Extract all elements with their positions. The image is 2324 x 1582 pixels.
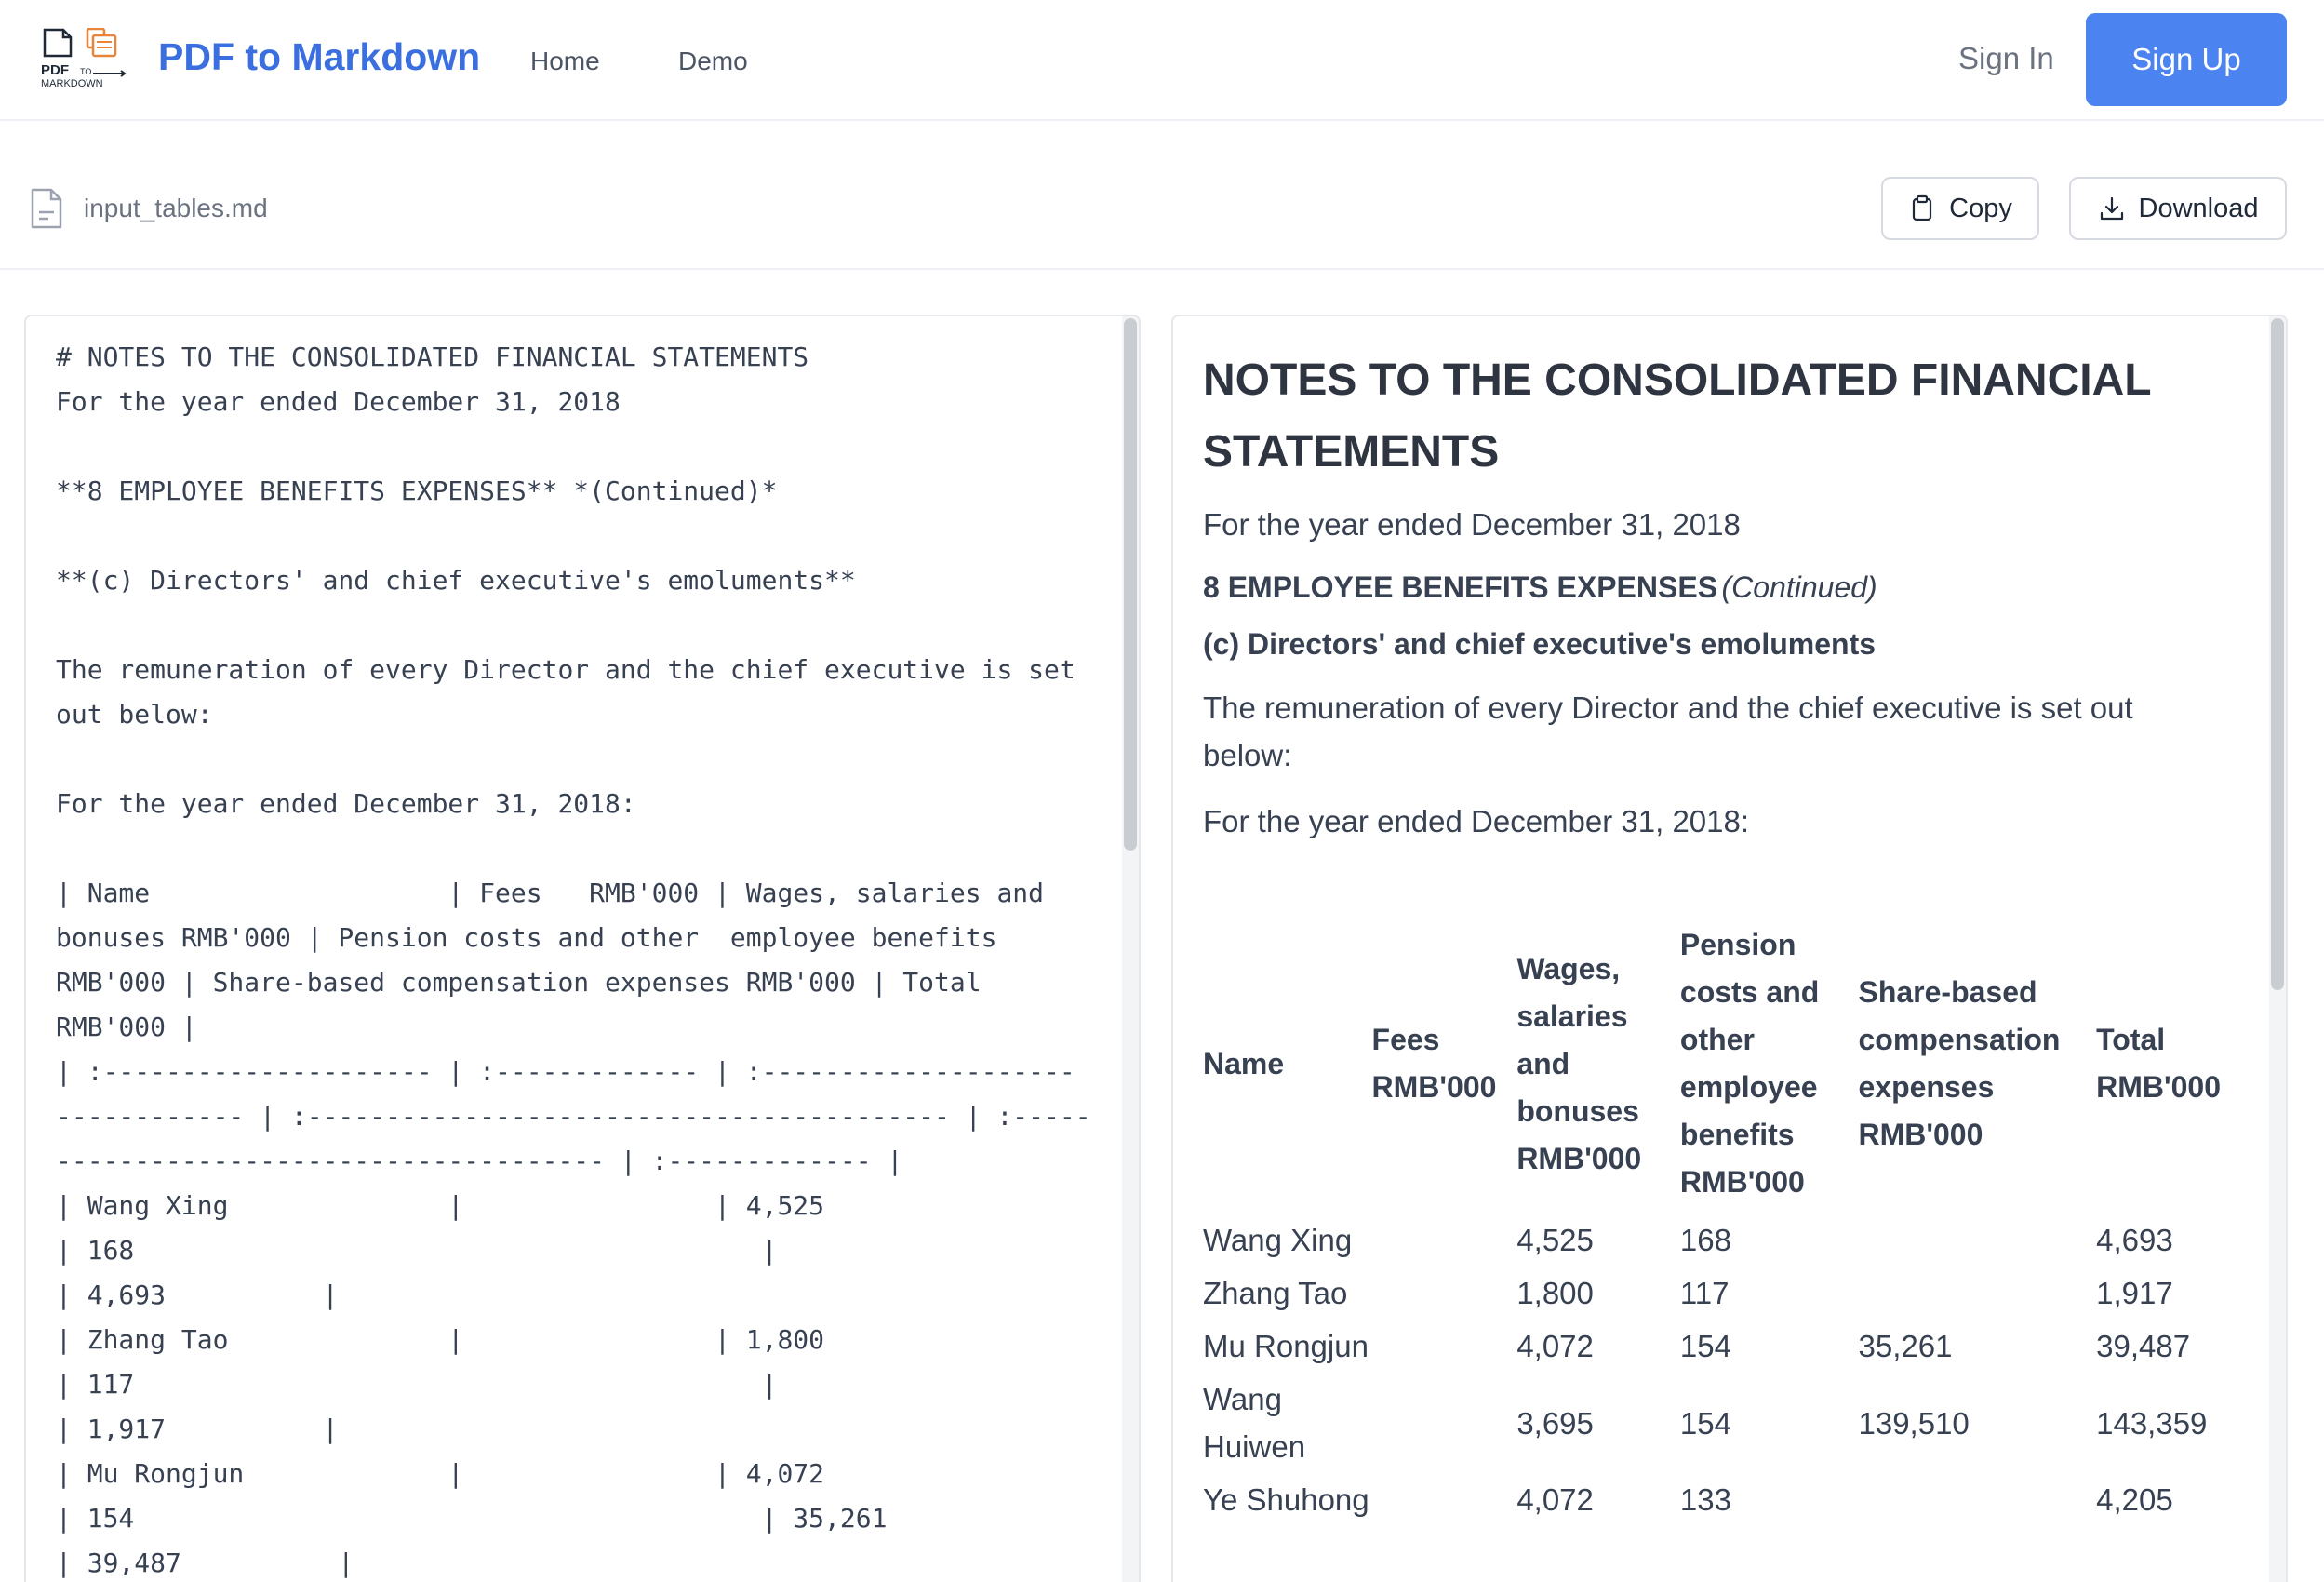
source-line: # NOTES TO THE CONSOLIDATED FINANCIAL STATEMENTS: [56, 342, 809, 372]
cell-fees: [1372, 1373, 1517, 1473]
logo-text-pdf: PDF: [41, 62, 69, 78]
source-line: bonuses RMB'000 | Pension costs and other employee benefits: [56, 922, 997, 953]
source-line: RMB'000 | Share-based compensation expenses RMB'000 | Total: [56, 967, 982, 998]
download-icon: [2098, 194, 2126, 222]
cell-total: 39,487: [2096, 1329, 2191, 1363]
table-row: [1203, 1320, 2236, 1373]
top-nav-bar: [0, 0, 2324, 121]
emoluments-table: [1203, 921, 2236, 1526]
source-line: [56, 826, 1098, 871]
source-line: | 117 |: [56, 1369, 778, 1400]
source-scrollbar[interactable]: [1122, 316, 1139, 1582]
pdf-to-markdown-logo[interactable]: [39, 28, 128, 93]
table-row: [1203, 1373, 2236, 1473]
source-line: For the year ended December 31, 2018: [56, 386, 621, 417]
brand-title[interactable]: PDF to Markdown: [158, 35, 481, 78]
source-line: | Wang Xing | | 4,525: [56, 1190, 825, 1221]
cell-fees: [1372, 1213, 1517, 1267]
source-line: | Zhang Tao | | 1,800: [56, 1324, 825, 1355]
file-name: input_tables.md: [84, 194, 268, 222]
logo-text-to: TO: [80, 67, 92, 76]
source-line: [56, 603, 1098, 648]
source-line: | 168 |: [56, 1235, 778, 1266]
markdown-preview-panel[interactable]: [1171, 315, 2288, 1582]
download-label: Download: [2138, 193, 2259, 223]
cell-name: Zhang Tao: [1203, 1276, 1348, 1310]
file-icon: [30, 188, 63, 229]
cell-total: 143,359: [2096, 1405, 2208, 1441]
cell-pension: 154: [1679, 1329, 1731, 1363]
source-line: ------------ | :----------------------------------------- | :-----: [56, 1101, 1091, 1132]
table-header-row: [1203, 921, 2236, 1213]
section-heading-italic: (Continued): [1721, 570, 1877, 604]
logo-text-markdown: MARKDOWN: [41, 78, 103, 89]
file-toolbar: [0, 121, 2324, 270]
source-line: **8 EMPLOYEE BENEFITS EXPENSES** *(Continued)*: [56, 476, 778, 506]
source-line: out below:: [56, 699, 213, 730]
preview-scrollbar[interactable]: [2269, 316, 2286, 1582]
subsection-heading: (c) Directors' and chief executive's emoluments: [1203, 627, 1877, 661]
intro-paragraph: The remuneration of every Director and the chief executive is set out below:: [1203, 690, 2133, 772]
header-pension: Pension costs and other employee benefits RMB'000: [1679, 928, 1820, 1199]
source-scrollbar-thumb[interactable]: [1124, 318, 1137, 851]
source-line: | 1,917 |: [56, 1414, 339, 1444]
cell-share-based: 35,261: [1858, 1329, 1953, 1363]
cell-pension: 168: [1679, 1223, 1731, 1257]
section-heading: [1203, 570, 2236, 605]
header-fees: Fees RMB'000: [1371, 1023, 1497, 1104]
source-line: | :--------------------- | :------------- | :--------------------: [56, 1056, 1075, 1087]
header-share-based: Share-based compensation expenses RMB'000: [1858, 975, 2061, 1151]
copy-label: Copy: [1949, 193, 2012, 223]
cell-share-based: 139,510: [1858, 1405, 1970, 1441]
source-line: **(c) Directors' and chief executive's emoluments**: [56, 565, 856, 596]
cell-share-based: [1858, 1267, 2096, 1320]
source-line: | Name | Fees RMB'000 | Wages, salaries and: [56, 878, 1045, 908]
cell-total: 4,693: [2096, 1223, 2173, 1257]
header-name: Name: [1203, 1046, 1285, 1080]
markdown-source-panel[interactable]: [24, 315, 1141, 1582]
rendered-document: [1203, 344, 2236, 1517]
header-wages: Wages, salaries and bonuses RMB'000: [1516, 951, 1642, 1175]
cell-name: Wang Xing: [1203, 1223, 1353, 1257]
source-line: [56, 424, 1098, 469]
markdown-source-text[interactable]: [56, 335, 1098, 1582]
nav-home-link[interactable]: Home: [530, 47, 600, 75]
source-line: | Mu Rongjun | | 4,072: [56, 1458, 825, 1489]
cell-pension: 117: [1679, 1276, 1730, 1310]
preview-scrollbar-thumb[interactable]: [2271, 318, 2284, 990]
cell-fees: [1372, 1267, 1517, 1320]
cell-share-based: [1858, 1213, 2096, 1267]
cell-wages: 3,695: [1516, 1405, 1594, 1441]
sign-up-button[interactable]: Sign Up: [2086, 13, 2287, 106]
section-heading-bold: 8 EMPLOYEE BENEFITS EXPENSES: [1203, 570, 1718, 604]
download-button[interactable]: [2069, 177, 2287, 240]
cell-wages: 4,525: [1516, 1223, 1594, 1257]
source-line: The remuneration of every Director and the chief executive is set: [56, 654, 1075, 685]
cell-total: 1,917: [2096, 1276, 2173, 1310]
document-title: NOTES TO THE CONSOLIDATED FINANCIAL STATEMENTS: [1203, 355, 2151, 476]
cell-wages: 4,072: [1516, 1482, 1594, 1517]
cell-pension: 133: [1679, 1482, 1731, 1517]
cell-name: Wang Huiwen: [1203, 1382, 1306, 1464]
cell-pension: 154: [1679, 1405, 1731, 1441]
table-row: [1203, 1267, 2236, 1320]
source-line: ----------------------------------- | :------------- |: [56, 1146, 903, 1176]
table-row: [1203, 1213, 2236, 1267]
header-total: Total RMB'000: [2096, 1023, 2221, 1104]
source-line: | 39,487 |: [56, 1548, 354, 1578]
source-line: | 154 | 35,261: [56, 1503, 888, 1534]
table-row: [1203, 1473, 2236, 1526]
source-line: [56, 514, 1098, 558]
copy-button[interactable]: [1881, 177, 2039, 240]
cell-name: Mu Rongjun: [1203, 1329, 1369, 1363]
source-line: [56, 737, 1098, 782]
source-line: | 4,693 |: [56, 1280, 339, 1310]
cell-fees: [1372, 1473, 1517, 1526]
cell-wages: 4,072: [1516, 1329, 1594, 1363]
cell-name: Ye Shuhong: [1203, 1482, 1369, 1517]
document-subtitle: For the year ended December 31, 2018: [1203, 507, 1741, 542]
cell-share-based: [1858, 1473, 2096, 1526]
source-line: For the year ended December 31, 2018:: [56, 788, 636, 819]
cell-fees: [1372, 1320, 1517, 1373]
source-line: RMB'000 |: [56, 1012, 197, 1042]
period-paragraph: For the year ended December 31, 2018:: [1203, 804, 1750, 838]
nav-demo-link[interactable]: Demo: [678, 47, 748, 75]
clipboard-icon: [1908, 194, 1936, 222]
cell-wages: 1,800: [1516, 1276, 1594, 1310]
sign-in-link[interactable]: Sign In: [1958, 41, 2054, 75]
cell-total: 4,205: [2096, 1482, 2173, 1517]
